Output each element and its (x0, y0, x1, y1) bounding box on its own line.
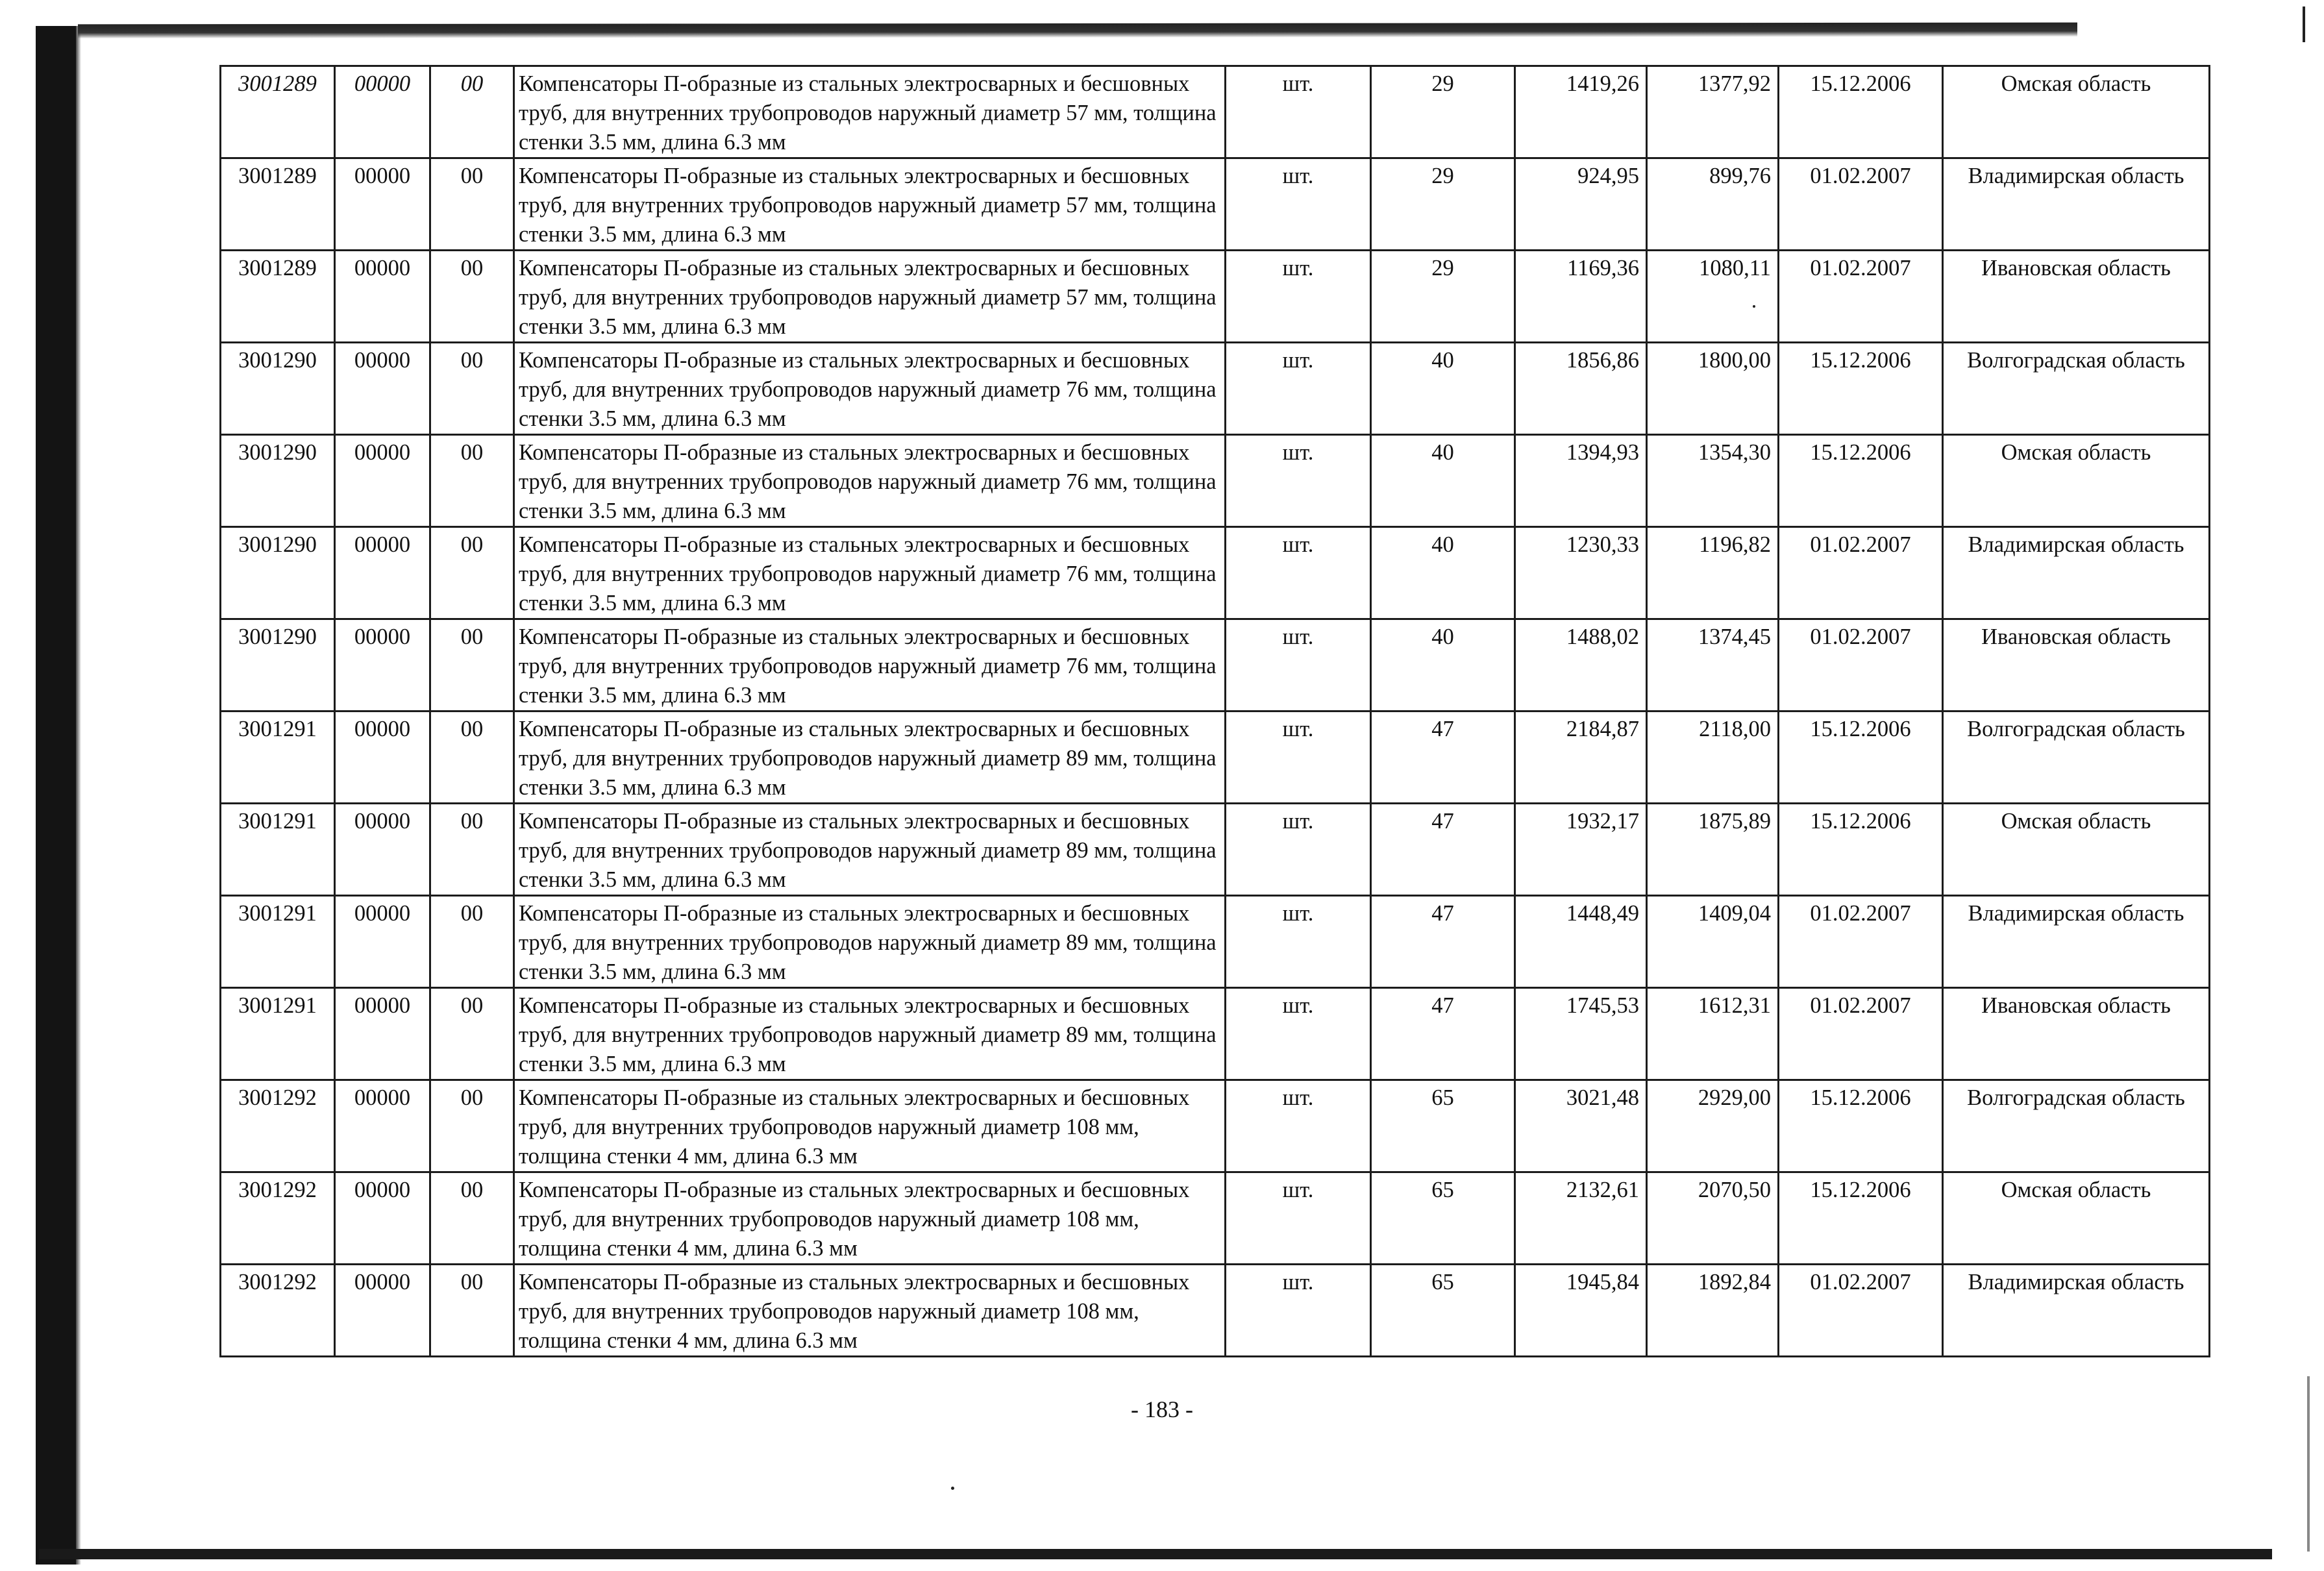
cell-code: 3001292 (221, 1080, 335, 1172)
cell-price-b: 899,76 (1647, 158, 1779, 251)
cell-unit: шт. (1226, 619, 1371, 711)
cell-subcode: 00000 (335, 158, 430, 251)
cell-description: Компенсаторы П-образные из стальных электросварных и бесшовных труб, для внутренних трубопроводов наружный диаметр 76 мм, толщина стенки 3.5 мм, длина 6.3 мм (514, 435, 1226, 527)
cell-region: Ивановская область (1943, 988, 2210, 1080)
cell-price-b: 2929,00 (1647, 1080, 1779, 1172)
cell-subcode: 00000 (335, 1080, 430, 1172)
cell-subcode: 00000 (335, 1172, 430, 1265)
table-row (221, 251, 2210, 343)
cell-region: Владимирская область (1943, 158, 2210, 251)
table-row (221, 804, 2210, 896)
cell-suffix: 00 (430, 1265, 514, 1357)
cell-price-b: 1875,89 (1647, 804, 1779, 896)
cell-mass: 29 (1371, 158, 1515, 251)
table-row (221, 527, 2210, 619)
cell-unit: шт. (1226, 1172, 1371, 1265)
cell-date: 01.02.2007 (1779, 158, 1943, 251)
cell-unit: шт. (1226, 435, 1371, 527)
cell-suffix: 00 (430, 896, 514, 988)
table-row (221, 435, 2210, 527)
cell-description: Компенсаторы П-образные из стальных электросварных и бесшовных труб, для внутренних трубопроводов наружный диаметр 57 мм, толщина стенки 3.5 мм, длина 6.3 мм (514, 251, 1226, 343)
cell-date: 01.02.2007 (1779, 251, 1943, 343)
cell-price-a: 1394,93 (1515, 435, 1647, 527)
cell-price-b: 1374,45 (1647, 619, 1779, 711)
cell-date: 15.12.2006 (1779, 1080, 1943, 1172)
cell-code: 3001289 (221, 251, 335, 343)
price-table (219, 65, 2210, 1357)
cell-unit: шт. (1226, 66, 1371, 158)
cell-subcode: 00000 (335, 619, 430, 711)
cell-subcode: 00000 (335, 711, 430, 804)
scan-speck (951, 1487, 954, 1490)
cell-date: 15.12.2006 (1779, 1172, 1943, 1265)
cell-code: 3001290 (221, 435, 335, 527)
cell-price-a: 3021,48 (1515, 1080, 1647, 1172)
cell-mass: 47 (1371, 988, 1515, 1080)
cell-code: 3001289 (221, 158, 335, 251)
cell-unit: шт. (1226, 711, 1371, 804)
cell-code: 3001290 (221, 619, 335, 711)
cell-suffix: 00 (430, 1080, 514, 1172)
cell-date: 15.12.2006 (1779, 343, 1943, 435)
cell-mass: 47 (1371, 711, 1515, 804)
table-row (221, 896, 2210, 988)
cell-description: Компенсаторы П-образные из стальных электросварных и бесшовных труб, для внутренних трубопроводов наружный диаметр 57 мм, толщина стенки 3.5 мм, длина 6.3 мм (514, 158, 1226, 251)
table-row (221, 988, 2210, 1080)
cell-price-b: 1377,92 (1647, 66, 1779, 158)
scan-shadow-left-fade (76, 26, 81, 1565)
cell-description: Компенсаторы П-образные из стальных электросварных и бесшовных труб, для внутренних трубопроводов наружный диаметр 57 мм, толщина стенки 3.5 мм, длина 6.3 мм (514, 66, 1226, 158)
cell-suffix: 00 (430, 66, 514, 158)
cell-price-a: 1448,49 (1515, 896, 1647, 988)
cell-description: Компенсаторы П-образные из стальных электросварных и бесшовных труб, для внутренних трубопроводов наружный диаметр 89 мм, толщина стенки 3.5 мм, длина 6.3 мм (514, 711, 1226, 804)
scan-shadow-bottom (39, 1549, 2272, 1559)
cell-suffix: 00 (430, 1172, 514, 1265)
table-row (221, 711, 2210, 804)
table-row (221, 343, 2210, 435)
cell-price-a: 1932,17 (1515, 804, 1647, 896)
cell-price-a: 1856,86 (1515, 343, 1647, 435)
cell-description: Компенсаторы П-образные из стальных электросварных и бесшовных труб, для внутренних трубопроводов наружный диаметр 89 мм, толщина стенки 3.5 мм, длина 6.3 мм (514, 988, 1226, 1080)
cell-region: Омская область (1943, 804, 2210, 896)
cell-unit: шт. (1226, 988, 1371, 1080)
cell-suffix: 00 (430, 804, 514, 896)
cell-price-a: 1169,36 (1515, 251, 1647, 343)
cell-mass: 47 (1371, 896, 1515, 988)
cell-price-a: 1945,84 (1515, 1265, 1647, 1357)
cell-price-b: 1409,04 (1647, 896, 1779, 988)
cell-region: Ивановская область (1943, 619, 2210, 711)
cell-description: Компенсаторы П-образные из стальных электросварных и бесшовных труб, для внутренних трубопроводов наружный диаметр 76 мм, толщина стенки 3.5 мм, длина 6.3 мм (514, 527, 1226, 619)
cell-price-b: 1800,00 (1647, 343, 1779, 435)
cell-price-a: 1488,02 (1515, 619, 1647, 711)
cell-region: Омская область (1943, 1172, 2210, 1265)
cell-description: Компенсаторы П-образные из стальных электросварных и бесшовных труб, для внутренних трубопроводов наружный диаметр 108 мм, толщина стенки 4 мм, длина 6.3 мм (514, 1265, 1226, 1357)
cell-unit: шт. (1226, 158, 1371, 251)
price-table-body (221, 66, 2210, 1357)
cell-date: 01.02.2007 (1779, 896, 1943, 988)
cell-region: Владимирская область (1943, 527, 2210, 619)
cell-region: Ивановская область (1943, 251, 2210, 343)
cell-mass: 40 (1371, 619, 1515, 711)
cell-region: Владимирская область (1943, 896, 2210, 988)
cell-description: Компенсаторы П-образные из стальных электросварных и бесшовных труб, для внутренних трубопроводов наружный диаметр 76 мм, толщина стенки 3.5 мм, длина 6.3 мм (514, 619, 1226, 711)
cell-date: 15.12.2006 (1779, 804, 1943, 896)
table-row (221, 158, 2210, 251)
cell-unit: шт. (1226, 1080, 1371, 1172)
cell-date: 01.02.2007 (1779, 527, 1943, 619)
cell-subcode: 00000 (335, 435, 430, 527)
cell-subcode: 00000 (335, 66, 430, 158)
cell-unit: шт. (1226, 804, 1371, 896)
table-row (221, 619, 2210, 711)
cell-suffix: 00 (430, 711, 514, 804)
cell-suffix: 00 (430, 527, 514, 619)
cell-subcode: 00000 (335, 804, 430, 896)
cell-date: 01.02.2007 (1779, 988, 1943, 1080)
cell-suffix: 00 (430, 619, 514, 711)
cell-subcode: 00000 (335, 988, 430, 1080)
cell-subcode: 00000 (335, 896, 430, 988)
cell-price-b: 2070,50 (1647, 1172, 1779, 1265)
cell-mass: 65 (1371, 1080, 1515, 1172)
cell-price-a: 1230,33 (1515, 527, 1647, 619)
cell-code: 3001291 (221, 711, 335, 804)
cell-unit: шт. (1226, 343, 1371, 435)
cell-date: 15.12.2006 (1779, 711, 1943, 804)
table-row (221, 66, 2210, 158)
cell-subcode: 00000 (335, 343, 430, 435)
cell-suffix: 00 (430, 251, 514, 343)
cell-code: 3001289 (221, 66, 335, 158)
cell-mass: 65 (1371, 1172, 1515, 1265)
cell-region: Волгоградская область (1943, 343, 2210, 435)
cell-subcode: 00000 (335, 527, 430, 619)
cell-price-b: 1892,84 (1647, 1265, 1779, 1357)
cell-price-b: 2118,00 (1647, 711, 1779, 804)
cell-unit: шт. (1226, 896, 1371, 988)
cell-description: Компенсаторы П-образные из стальных электросварных и бесшовных труб, для внутренних трубопроводов наружный диаметр 108 мм, толщина стенки 4 мм, длина 6.3 мм (514, 1080, 1226, 1172)
cell-mass: 40 (1371, 343, 1515, 435)
cell-suffix: 00 (430, 158, 514, 251)
cell-price-b: 1196,82 (1647, 527, 1779, 619)
cell-unit: шт. (1226, 1265, 1371, 1357)
cell-unit: шт. (1226, 527, 1371, 619)
page-number: - 183 - (1131, 1396, 1193, 1422)
cell-price-a: 924,95 (1515, 158, 1647, 251)
cell-date: 01.02.2007 (1779, 1265, 1943, 1357)
cell-price-b: 1080,11 (1647, 251, 1779, 343)
cell-code: 3001291 (221, 988, 335, 1080)
cell-subcode: 00000 (335, 1265, 430, 1357)
cell-price-a: 2132,61 (1515, 1172, 1647, 1265)
cell-code: 3001292 (221, 1265, 335, 1357)
cell-date: 01.02.2007 (1779, 619, 1943, 711)
cell-region: Владимирская область (1943, 1265, 2210, 1357)
cell-code: 3001290 (221, 343, 335, 435)
cell-date: 15.12.2006 (1779, 435, 1943, 527)
scan-edge-mark-top-right (2303, 6, 2305, 42)
scan-shadow-left (36, 26, 76, 1565)
cell-subcode: 00000 (335, 251, 430, 343)
cell-description: Компенсаторы П-образные из стальных электросварных и бесшовных труб, для внутренних трубопроводов наружный диаметр 108 мм, толщина стенки 4 мм, длина 6.3 мм (514, 1172, 1226, 1265)
cell-date: 15.12.2006 (1779, 66, 1943, 158)
cell-mass: 29 (1371, 251, 1515, 343)
cell-description: Компенсаторы П-образные из стальных электросварных и бесшовных труб, для внутренних трубопроводов наружный диаметр 89 мм, толщина стенки 3.5 мм, длина 6.3 мм (514, 804, 1226, 896)
cell-region: Омская область (1943, 66, 2210, 158)
cell-price-b: 1354,30 (1647, 435, 1779, 527)
cell-mass: 40 (1371, 527, 1515, 619)
cell-description: Компенсаторы П-образные из стальных электросварных и бесшовных труб, для внутренних трубопроводов наружный диаметр 76 мм, толщина стенки 3.5 мм, длина 6.3 мм (514, 343, 1226, 435)
cell-code: 3001291 (221, 804, 335, 896)
cell-suffix: 00 (430, 988, 514, 1080)
cell-mass: 40 (1371, 435, 1515, 527)
cell-region: Волгоградская область (1943, 1080, 2210, 1172)
table-row (221, 1265, 2210, 1357)
cell-code: 3001290 (221, 527, 335, 619)
cell-mass: 47 (1371, 804, 1515, 896)
cell-price-a: 1419,26 (1515, 66, 1647, 158)
table-row (221, 1172, 2210, 1265)
cell-mass: 29 (1371, 66, 1515, 158)
cell-price-a: 2184,87 (1515, 711, 1647, 804)
cell-description: Компенсаторы П-образные из стальных электросварных и бесшовных труб, для внутренних трубопроводов наружный диаметр 89 мм, толщина стенки 3.5 мм, длина 6.3 мм (514, 896, 1226, 988)
cell-region: Омская область (1943, 435, 2210, 527)
cell-suffix: 00 (430, 343, 514, 435)
cell-unit: шт. (1226, 251, 1371, 343)
cell-suffix: 00 (430, 435, 514, 527)
cell-price-b: 1612,31 (1647, 988, 1779, 1080)
table-row (221, 1080, 2210, 1172)
scan-shadow-top (78, 23, 2077, 39)
cell-code: 3001291 (221, 896, 335, 988)
cell-code: 3001292 (221, 1172, 335, 1265)
cell-price-a: 1745,53 (1515, 988, 1647, 1080)
cell-mass: 65 (1371, 1265, 1515, 1357)
cell-region: Волгоградская область (1943, 711, 2210, 804)
